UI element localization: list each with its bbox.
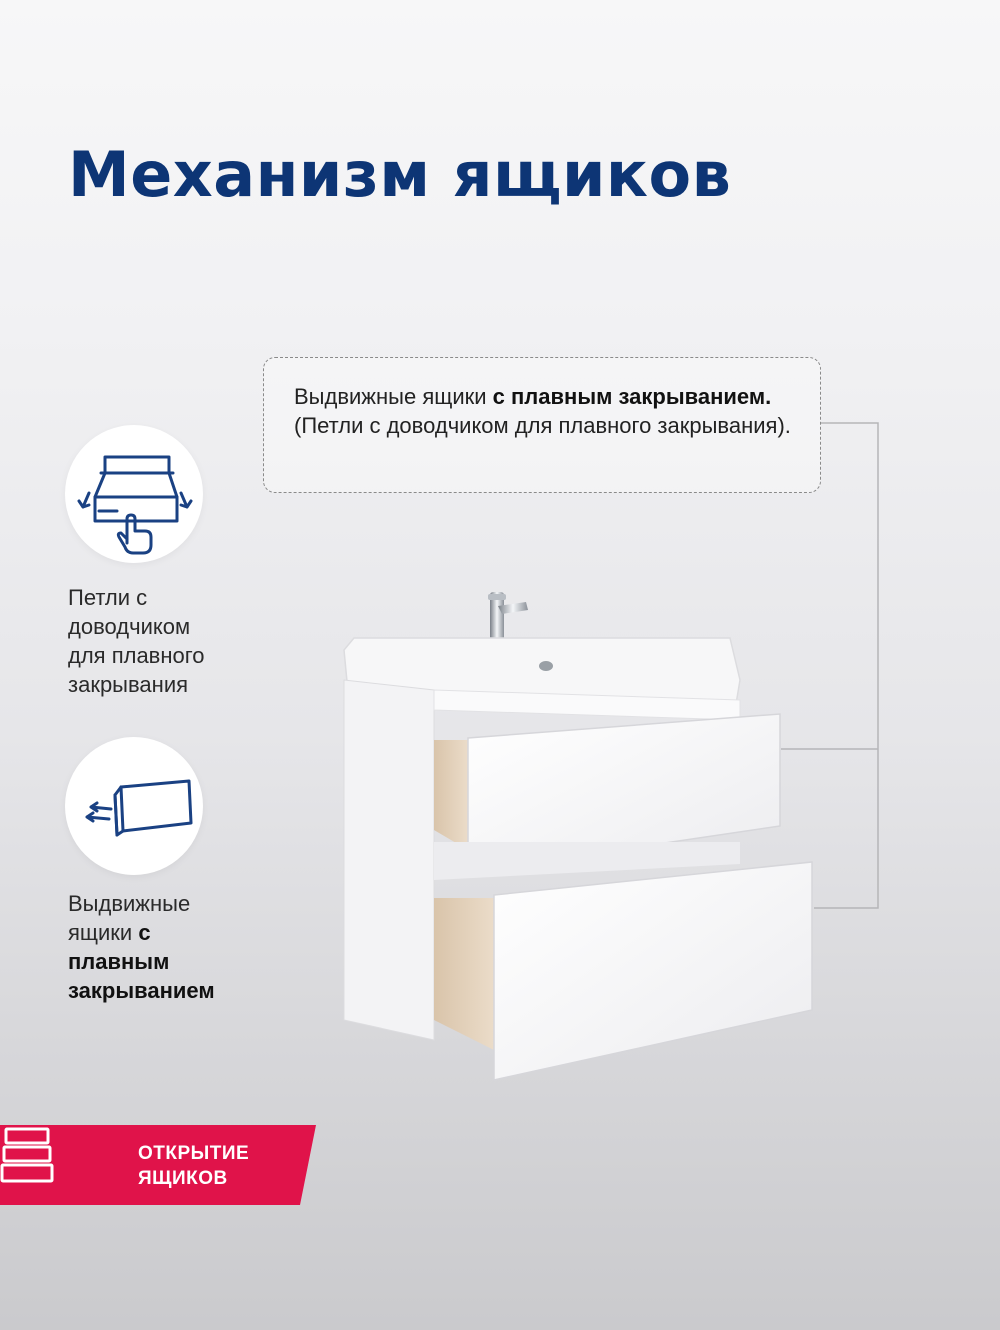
feature-hinges-text	[68, 583, 205, 699]
feature-drawers-bold: закрыванием	[68, 978, 215, 1003]
banner-label-line: ОТКРЫТИЕ	[138, 1143, 250, 1164]
feature-drawers-line	[68, 947, 215, 976]
banner-label	[138, 1141, 298, 1191]
feature-drawers-bold: с	[138, 920, 151, 945]
feature-drawers-line: Выдвижные	[68, 891, 191, 916]
feature-drawers-text	[68, 889, 215, 1005]
feature-hinges-line: для плавного	[68, 643, 205, 668]
feature-drawers-normal: ящики	[68, 920, 139, 945]
drawer-push-icon	[65, 425, 203, 563]
callout-text-normal: Выдвижные ящики	[294, 384, 493, 409]
feature-drawers-line	[68, 918, 215, 947]
open-drawers-banner[interactable]	[0, 1125, 316, 1205]
feature-drawers-line	[68, 976, 215, 1005]
feature-drawers-bold: плавным	[68, 949, 170, 974]
feature-hinges-line: Петли с	[68, 585, 148, 610]
page-title: Механизм ящиков	[68, 138, 732, 211]
drawer-slide-icon	[65, 737, 203, 875]
drawers-icon	[0, 1125, 56, 1185]
feature-callout	[263, 357, 821, 493]
callout-text	[294, 382, 804, 440]
callout-text-note: (Петли с доводчиком для плавного закрывания).	[294, 413, 791, 438]
drawer-slide-icon-circle	[65, 737, 203, 875]
feature-hinges-line: доводчиком	[68, 614, 191, 639]
drawer-push-icon-circle	[65, 425, 203, 563]
callout-text-bold: с плавным закрыванием.	[492, 384, 772, 409]
feature-hinges-line: закрывания	[68, 672, 189, 697]
banner-label-line: ЯЩИКОВ	[138, 1168, 228, 1189]
vanity-cabinet-image	[330, 580, 830, 1100]
